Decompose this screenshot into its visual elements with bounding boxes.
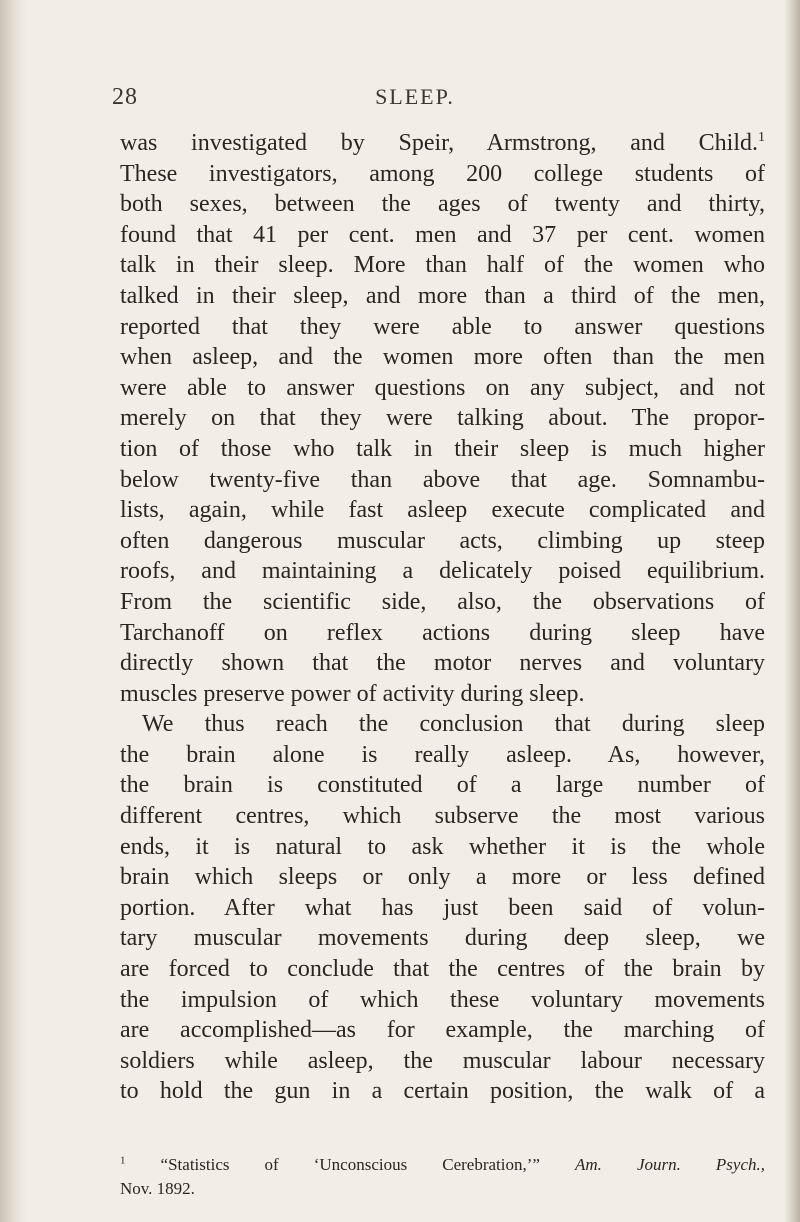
footnote-reference: 1	[758, 130, 765, 145]
footnotes	[120, 1153, 765, 1201]
text-line: both sexes, between the ages of twenty and thirty,	[120, 191, 765, 218]
text-line: are accomplished—as for example, the marching of	[120, 1017, 765, 1044]
text-line: the brain alone is really asleep. As, however,	[120, 741, 765, 768]
text-line: the brain is constituted of a large number of	[120, 772, 765, 799]
text-line: was investigated by Speir, Armstrong, and Child.$^1$	[120, 130, 765, 156]
text-line: often dangerous muscular acts, climbing up steep	[120, 527, 765, 554]
text-line: lists, again, while fast asleep execute complicated and	[120, 497, 765, 524]
footnote-citation: “Statistics of ‘Unconscious Cerebration,’”	[160, 1155, 540, 1174]
text-line: We thus reach the conclusion that during sleep	[142, 711, 765, 738]
text-line: found that 41 per cent. men and 37 per cent. women	[120, 221, 765, 248]
text-line: brain which sleeps or only a more or less defined	[120, 864, 765, 891]
text-line: different centres, which subserve the most various	[120, 803, 765, 830]
text-line: are forced to conclude that the centres of the brain by	[120, 956, 765, 983]
page-number: 28	[112, 84, 138, 110]
footnote-journal: Am. Journ. Psych.,	[575, 1155, 765, 1174]
text-line: roofs, and maintaining a delicately poised equilibrium.	[120, 558, 765, 585]
running-head: SLEEP.	[375, 84, 455, 109]
text-line: merely on that they were talking about. The propor-	[120, 405, 765, 432]
text-line: From the scientific side, also, the observations of	[120, 588, 765, 615]
text-line: reported that they were able to answer questions	[120, 313, 765, 340]
page-header	[90, 84, 740, 114]
page-edge-shadow	[784, 0, 800, 1222]
text-line: talked in their sleep, and more than a third of the men,	[120, 282, 765, 309]
text-line: the impulsion of which these voluntary movements	[120, 986, 765, 1013]
text-line: tary muscular movements during deep sleep, we	[120, 925, 765, 952]
footnote-line: Nov. 1892.	[120, 1179, 195, 1198]
text-line: were able to answer questions on any subject, and not	[120, 374, 765, 401]
text-line: These investigators, among 200 college students of	[120, 160, 765, 187]
text-line: tion of those who talk in their sleep is much higher	[120, 435, 765, 462]
text-line: directly shown that the motor nerves and voluntary	[120, 650, 765, 677]
text-line: portion. After what has just been said of volun-	[120, 894, 765, 921]
text-line: muscles preserve power of activity during sleep.	[120, 680, 585, 707]
text-line: Tarchanoff on reflex actions during sleep have	[120, 619, 765, 646]
text-line: talk in their sleep. More than half of the women who	[120, 252, 765, 279]
text-line: ends, it is natural to ask whether it is the whole	[120, 833, 765, 860]
text-line: when asleep, and the women more often than the men	[120, 344, 765, 371]
footnote-mark: 1	[120, 1154, 126, 1167]
text-line: below twenty-five than above that age. Somnambu-	[120, 466, 765, 493]
footnote-line	[120, 1153, 765, 1177]
text-line: to hold the gun in a certain position, the walk of a	[120, 1078, 765, 1105]
body-text	[120, 128, 765, 1107]
text-line: soldiers while asleep, the muscular labour necessary	[120, 1047, 765, 1074]
page-gutter-shadow	[0, 0, 26, 1222]
